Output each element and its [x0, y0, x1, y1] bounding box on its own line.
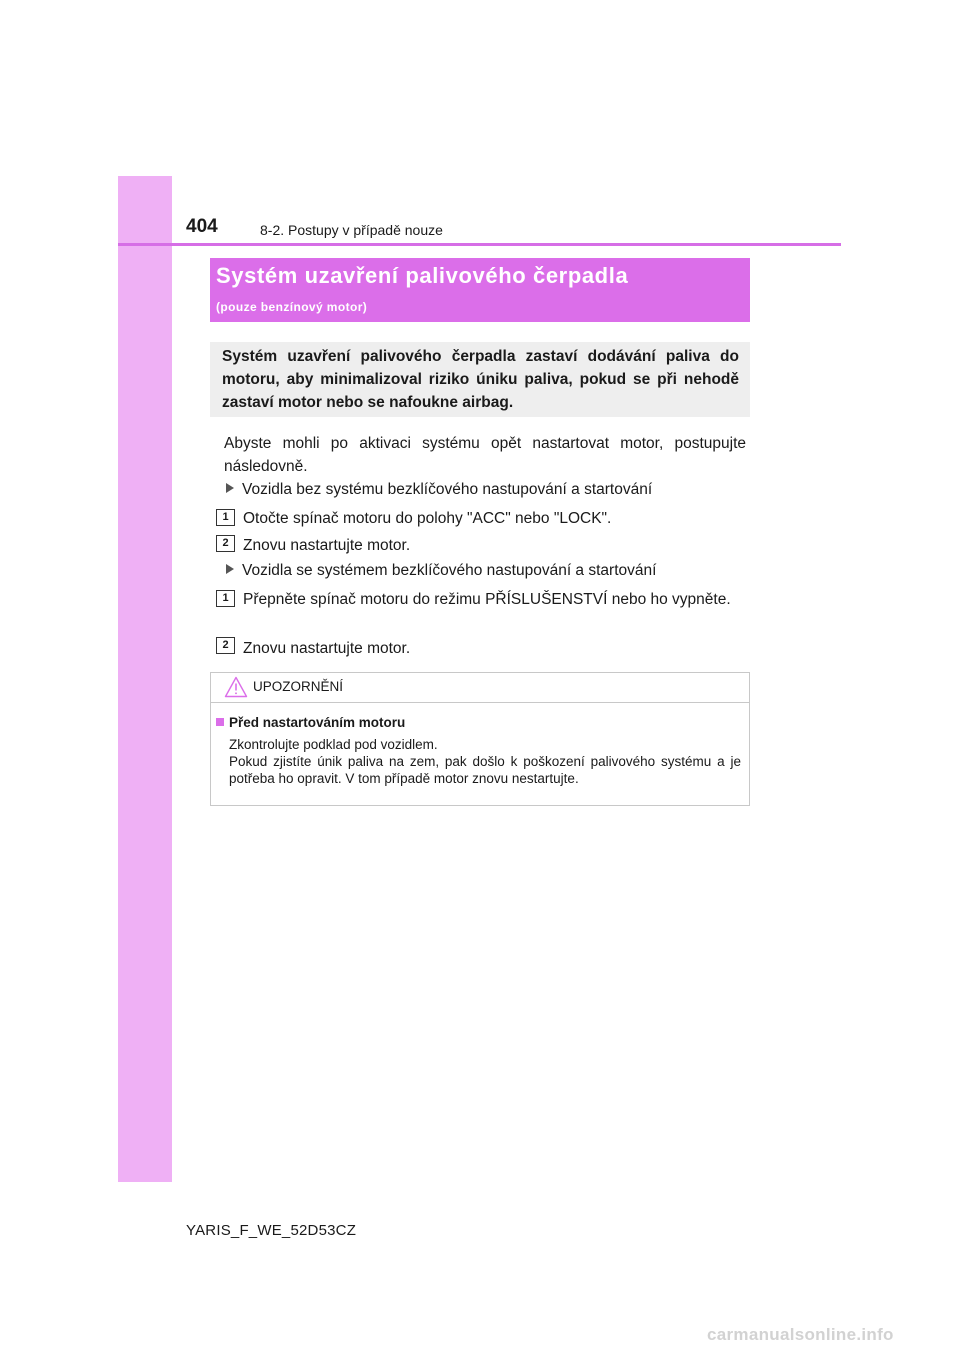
step-text: Přepněte spínač motoru do režimu PŘÍSLUŠENSTVÍ nebo ho vypněte.: [243, 591, 731, 608]
caution-title: UPOZORNĚNÍ: [253, 679, 344, 694]
step-text: Znovu nastartujte motor.: [243, 640, 411, 657]
intro-text: Systém uzavření palivového čerpadla zastaví dodávání paliva do motoru, aby minimalizoval riziko úniku paliva, pokud se při nehodě zastaví motor nebo se nafoukne airbag.: [222, 348, 739, 411]
banner-title: Systém uzavření palivového čerpadla: [216, 263, 629, 288]
site-watermark: carmanualsonline.info: [707, 1325, 894, 1344]
page-number: 404: [186, 216, 218, 237]
caution-subheading-text: Před nastartováním motoru: [229, 715, 406, 730]
document-code: YARIS_F_WE_52D53CZ: [186, 1222, 357, 1239]
step-number-badge: 1: [216, 509, 235, 526]
triangle-right-icon: [226, 483, 234, 493]
step-text: Znovu nastartujte motor.: [243, 537, 411, 554]
chapter-sidebar-tab: [118, 176, 172, 1182]
subheading-with-keyless: [226, 562, 656, 580]
body-paragraph: Abyste mohli po aktivaci systému opět nastartovat motor, postupujte následovně.: [224, 435, 746, 475]
warning-triangle-icon: [224, 676, 248, 698]
subheading-text: Vozidla bez systému bezklíčového nastupování a startování: [242, 481, 653, 498]
step-number-badge: 2: [216, 637, 235, 654]
caution-subheading: [216, 715, 405, 730]
subheading-without-keyless: [226, 481, 652, 499]
caution-header: [211, 673, 749, 703]
section-title: 8-2. Postupy v případě nouze: [260, 222, 443, 238]
step-text: Otočte spínač motoru do polohy "ACC" nebo "LOCK".: [243, 510, 612, 527]
caution-line: Zkontrolujte podklad pod vozidlem.: [229, 737, 438, 752]
header-divider: [118, 243, 841, 246]
caution-body: [229, 736, 741, 787]
subheading-text: Vozidla se systémem bezklíčového nastupování a startování: [242, 562, 657, 579]
banner-subtitle: (pouze benzínový motor): [216, 300, 368, 314]
topic-banner: [210, 258, 750, 322]
caution-box: [210, 672, 750, 806]
step-number-badge: 2: [216, 535, 235, 552]
intro-box: [210, 342, 750, 417]
square-bullet-icon: [216, 718, 224, 726]
caution-line: Pokud zjistíte únik paliva na zem, pak došlo k poškození palivového systému a je potřeba ho opravit. V tom případě motor znovu nestartujte.: [229, 754, 741, 786]
step-number-badge: 1: [216, 590, 235, 607]
triangle-right-icon: [226, 564, 234, 574]
